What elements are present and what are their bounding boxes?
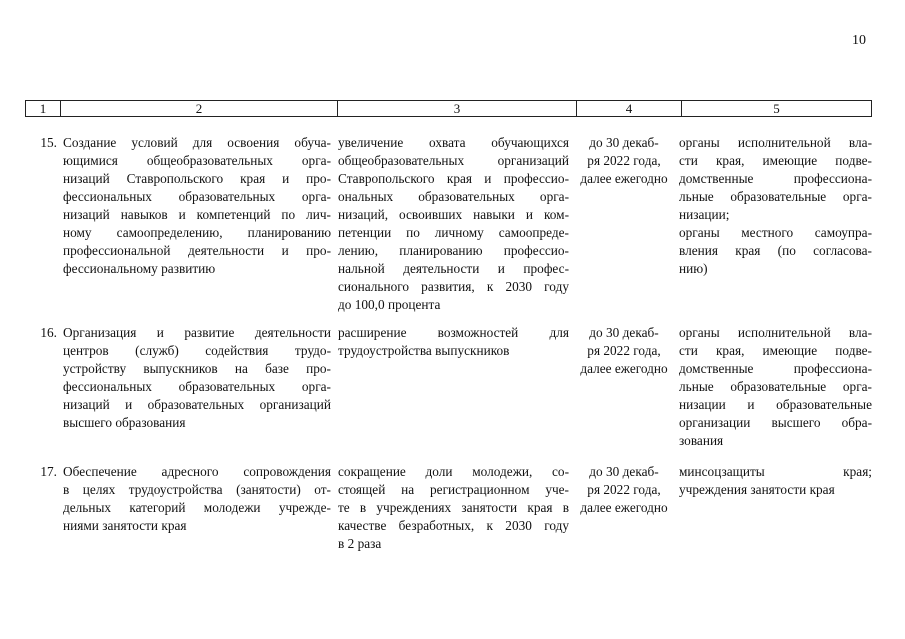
header-col-2: 2 xyxy=(61,101,338,116)
responsible-line: низации; xyxy=(679,207,730,222)
result-line: ональных образовательных орга- xyxy=(338,189,569,204)
responsible-cell xyxy=(679,134,872,278)
result-line: общеобразовательных организаций xyxy=(338,153,569,168)
term-line: до 30 декаб- xyxy=(589,135,659,150)
result-line: до 100,0 процента xyxy=(338,297,441,312)
result-line: расширение возможностей для xyxy=(338,325,569,340)
responsible-line: домственные профессиона- xyxy=(679,361,872,376)
task-line: Создание условий для освоения обуча- xyxy=(63,135,331,150)
task-line: фессиональных образовательных орга- xyxy=(63,189,331,204)
task-line: низаций и образовательных организаций xyxy=(63,397,331,412)
responsible-line: льные образовательные орга- xyxy=(679,189,872,204)
term-line: далее ежегодно xyxy=(580,171,668,186)
task-line: ному самоопределению, планированию xyxy=(63,225,331,240)
page-number: 10 xyxy=(852,33,866,48)
responsible-line: льные образовательные орга- xyxy=(679,379,872,394)
responsible-line: органы исполнительной вла- xyxy=(679,325,872,340)
result-cell xyxy=(338,463,569,553)
result-line: петенции по личному самоопреде- xyxy=(338,225,569,240)
header-col-1: 1 xyxy=(26,101,61,116)
term-line: ря 2022 года, xyxy=(587,482,661,497)
term-line: до 30 декаб- xyxy=(589,325,659,340)
term-cell xyxy=(573,324,675,378)
task-line: дельных категорий молодежи учрежде- xyxy=(63,500,331,515)
task-line: Организация и развитие деятельности xyxy=(63,325,331,340)
table-header xyxy=(25,100,872,117)
responsible-line: учреждения занятости края xyxy=(679,482,835,497)
task-line: в целях трудоустройства (занятости) от- xyxy=(63,482,331,497)
task-line: низаций Ставропольского края и про- xyxy=(63,171,331,186)
task-line: фессиональному развитию xyxy=(63,261,216,276)
task-line: ющимися общеобразовательных орга- xyxy=(63,153,331,168)
task-line: Обеспечение адресного сопровождения xyxy=(63,464,331,479)
task-line: низаций навыков и компетенций по лич- xyxy=(63,207,331,222)
responsible-line: сти края, имеющие подве- xyxy=(679,343,872,358)
responsible-line: минсоцзащиты края; xyxy=(679,464,872,479)
result-line: те в учреждениях занятости края в xyxy=(338,500,569,515)
row-number: 16. xyxy=(40,325,57,340)
task-line: ниями занятости края xyxy=(63,518,187,533)
result-line: нальной деятельности и профес- xyxy=(338,261,569,276)
result-line: сионального развития, к 2030 году xyxy=(338,279,569,294)
result-cell xyxy=(338,134,569,314)
task-line: центров (служб) содействия трудо- xyxy=(63,343,331,358)
responsible-line: сти края, имеющие подве- xyxy=(679,153,872,168)
term-line: ря 2022 года, xyxy=(587,153,661,168)
term-cell xyxy=(573,134,675,188)
responsible-line: зования xyxy=(679,433,724,448)
responsible-line: органы исполнительной вла- xyxy=(679,135,872,150)
responsible-line: нию) xyxy=(679,261,708,276)
header-col-3: 3 xyxy=(338,101,577,116)
task-line: профессиональной деятельности и про- xyxy=(63,243,331,258)
responsible-line: низации и образовательные xyxy=(679,397,872,412)
term-line: ря 2022 года, xyxy=(587,343,661,358)
task-line: устройству выпускников на базе про- xyxy=(63,361,331,376)
result-line: стоящей на регистрационном уче- xyxy=(338,482,569,497)
result-line: лению, планированию профессио- xyxy=(338,243,569,258)
row-number: 17. xyxy=(40,464,57,479)
result-cell xyxy=(338,324,569,360)
responsible-line: домственные профессиона- xyxy=(679,171,872,186)
result-line: Ставропольского края и профессио- xyxy=(338,171,569,186)
result-line: трудоустройства выпускников xyxy=(338,343,510,358)
result-line: увеличение охвата обучающихся xyxy=(338,135,569,150)
row-number: 15. xyxy=(40,135,57,150)
responsible-line: вления края (по согласова- xyxy=(679,243,872,258)
term-line: до 30 декаб- xyxy=(589,464,659,479)
responsible-cell xyxy=(679,324,872,450)
task-line: фессиональных образовательных орга- xyxy=(63,379,331,394)
responsible-cell xyxy=(679,463,872,499)
responsible-line: органы местного самоупра- xyxy=(679,225,872,240)
header-col-4: 4 xyxy=(577,101,682,116)
term-cell xyxy=(573,463,675,517)
task-cell xyxy=(63,324,331,432)
task-cell xyxy=(63,463,331,535)
result-line: качестве безработных, к 2030 году xyxy=(338,518,569,533)
header-col-5: 5 xyxy=(773,101,780,116)
result-line: в 2 раза xyxy=(338,536,382,551)
task-cell xyxy=(63,134,331,278)
result-line: сокращение доли молодежи, со- xyxy=(338,464,569,479)
result-line: низаций, освоивших навыки и ком- xyxy=(338,207,569,222)
term-line: далее ежегодно xyxy=(580,361,668,376)
task-line: высшего образования xyxy=(63,415,186,430)
term-line: далее ежегодно xyxy=(580,500,668,515)
responsible-line: организации высшего обра- xyxy=(679,415,872,430)
